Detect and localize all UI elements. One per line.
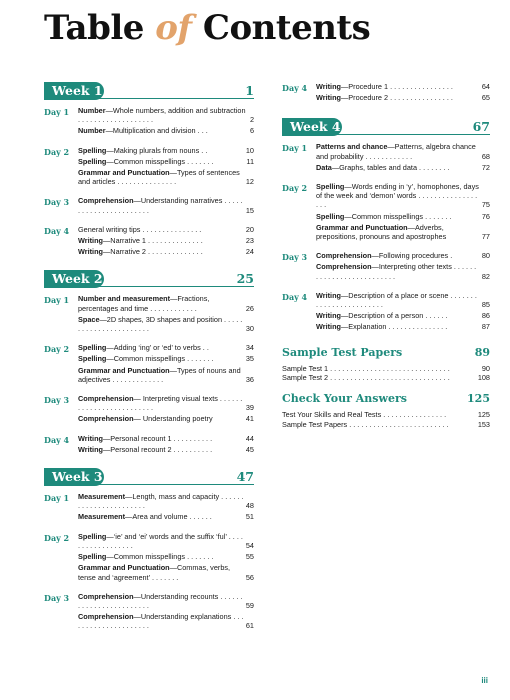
week-section	[282, 118, 490, 333]
entry-text	[316, 93, 480, 102]
day-block	[44, 196, 254, 216]
section-page-number: 89	[474, 345, 490, 359]
entry-topic: Spelling	[78, 531, 107, 541]
entry-text	[316, 212, 480, 221]
entry-text	[78, 354, 244, 363]
entry-description: —‘ie’ and ‘ei’ words and the suffix ‘ful’ . . . . . . . . . . . . . . . . . .	[78, 531, 243, 550]
day-entries	[316, 251, 490, 283]
entry-text	[316, 311, 480, 320]
entry-text	[78, 168, 244, 186]
entry-text: Sample Test Papers . . . . . . . . . . . . . . . . . . . . . . . . .	[282, 419, 449, 429]
entry-topic: Spelling	[316, 211, 345, 221]
entry-topic: Comprehension	[78, 196, 134, 206]
day-entries	[78, 592, 254, 633]
sample-tests-section	[282, 346, 490, 383]
entry-description: —Personal recount 1 . . . . . . . . . .	[103, 433, 213, 443]
entry-page-number: 64	[481, 82, 490, 91]
entry-text	[78, 612, 244, 630]
entry-topic: Number	[78, 106, 106, 115]
entry-description: — Interpreting visual texts . . . . . . . . . . . . . . . . . . . . . . . . .	[78, 394, 243, 413]
entry-text	[78, 343, 244, 352]
page-number: iii	[481, 676, 488, 685]
week-label: Week 2	[44, 270, 104, 288]
toc-entry	[78, 196, 254, 214]
entry-description: —Graphs, tables and data . . . . . . . .	[331, 162, 450, 172]
entry-page-number: 34	[245, 343, 254, 353]
entry-page-number: 90	[481, 363, 490, 373]
entry-page-number: 30	[245, 324, 254, 334]
day-block	[282, 291, 490, 334]
toc-entry	[78, 315, 254, 333]
entry-topic: Data	[316, 162, 332, 172]
toc-entry	[78, 168, 254, 186]
entry-description: —Types of sentences and articles . . . . . . . . . . . . . . .	[78, 168, 240, 187]
entry-page-number: 48	[245, 501, 254, 511]
entry-page-number: 2	[249, 115, 254, 125]
entry-text	[78, 196, 244, 214]
entry-description: —Common misspellings . . . . . . .	[106, 552, 214, 562]
entry-page-number: 24	[245, 247, 254, 257]
entry-description: —Commas, verbs, tense and ‘agreement’ . . . . . . .	[78, 563, 231, 582]
entry-text	[316, 142, 480, 160]
day-label: Day 1	[44, 295, 70, 306]
entry-text	[316, 163, 480, 172]
entry-topic: Spelling	[78, 354, 107, 364]
entry-text	[78, 552, 244, 561]
day-label: Day 4	[44, 434, 70, 445]
day-block	[44, 343, 254, 386]
entry-description: General writing tips . . . . . . . . . . . . . . .	[78, 224, 202, 234]
entry-topic: Writing	[78, 247, 103, 257]
toc-entry	[282, 364, 490, 373]
week-rule	[98, 286, 254, 287]
entry-text	[78, 532, 244, 550]
entry-page-number: 36	[245, 374, 254, 384]
entry-page-number: 35	[245, 354, 254, 364]
entry-text	[316, 251, 480, 260]
day-entries	[78, 532, 254, 584]
section-title: Check Your Answers	[282, 392, 407, 406]
page-title: Table of Contents	[44, 8, 371, 48]
entry-topic: Grammar and Punctuation	[316, 222, 408, 232]
entry-topic: Spelling	[78, 552, 107, 562]
toc-entry	[78, 492, 254, 510]
toc-entry	[316, 262, 490, 280]
toc-entry	[78, 343, 254, 352]
toc-entry	[316, 251, 490, 260]
entry-page-number: 6	[249, 126, 254, 136]
entry-topic: Measurement	[78, 512, 126, 522]
entry-page-number: 75	[481, 200, 490, 210]
toc-entry	[78, 612, 254, 630]
week-header	[282, 118, 490, 136]
day-entries	[78, 394, 254, 426]
entry-page-number: 26	[245, 303, 254, 313]
day-entries	[78, 146, 254, 189]
day-entries	[78, 225, 254, 259]
day-block	[44, 146, 254, 189]
toc-entry	[316, 212, 490, 221]
toc-entry	[78, 445, 254, 454]
entry-description: —Narrative 1 . . . . . . . . . . . . . .	[103, 236, 203, 246]
left-column	[44, 82, 254, 645]
toc-entry	[78, 592, 254, 610]
day-entries	[316, 142, 490, 174]
entry-text	[78, 126, 248, 135]
entry-page-number: 55	[245, 552, 254, 562]
entry-topic: Comprehension	[78, 591, 134, 601]
day-entries	[316, 182, 490, 243]
toc-entry	[316, 142, 490, 160]
entry-text	[78, 592, 244, 610]
toc-entry	[78, 434, 254, 443]
entry-topic: Grammar and Punctuation	[78, 563, 170, 573]
day-entries	[78, 196, 254, 216]
toc-entry	[78, 236, 254, 245]
toc-entry	[282, 410, 490, 419]
toc-entry	[78, 157, 254, 166]
entry-page-number: 153	[477, 419, 490, 429]
week-rule	[98, 484, 254, 485]
entry-page-number: 125	[477, 410, 490, 420]
day-block	[44, 106, 254, 138]
entry-page-number: 45	[245, 444, 254, 454]
entry-page-number: 76	[481, 211, 490, 221]
entry-description: —Adverbs, prepositions, pronouns and apostrophes	[316, 222, 447, 242]
day-entries	[78, 492, 254, 524]
toc-entry	[78, 294, 254, 312]
entry-topic: Spelling	[78, 156, 107, 166]
entry-text	[316, 82, 480, 91]
entry-page-number: 80	[481, 251, 490, 261]
week-label: Week 3	[44, 468, 104, 486]
entry-topic: Grammar and Punctuation	[78, 168, 170, 178]
day-entries	[78, 343, 254, 386]
toc-entry	[78, 126, 254, 135]
entry-text	[78, 146, 244, 155]
day-block	[44, 294, 254, 335]
entry-text	[78, 366, 244, 384]
toc-entry	[78, 552, 254, 561]
entry-description: —Narrative 2 . . . . . . . . . . . . . .	[103, 247, 203, 257]
entry-text	[78, 512, 244, 521]
entry-description: —Explanation . . . . . . . . . . . . . . .	[341, 322, 448, 332]
week-rule	[336, 134, 490, 135]
entry-topic: Comprehension	[316, 251, 372, 261]
entry-topic: Grammar and Punctuation	[78, 365, 170, 375]
day-block	[44, 492, 254, 524]
toc-entry	[282, 373, 490, 382]
entry-page-number: 41	[245, 414, 254, 424]
week-page-number: 47	[236, 469, 254, 485]
week-section	[44, 82, 254, 258]
toc-entry	[316, 82, 490, 91]
entry-topic: Writing	[316, 290, 341, 300]
entry-topic: Writing	[316, 82, 341, 91]
entry-text	[316, 223, 480, 241]
entry-page-number: 87	[481, 322, 490, 332]
toc-entry	[316, 291, 490, 309]
week-section	[44, 468, 254, 632]
entry-topic: Writing	[78, 433, 103, 443]
entry-topic: Writing	[316, 311, 341, 321]
toc-entry	[78, 563, 254, 581]
day-label: Day 1	[282, 143, 308, 154]
day-label: Day 2	[282, 183, 308, 194]
entry-text	[78, 294, 244, 312]
day-block	[44, 592, 254, 633]
entry-description: —Personal recount 2 . . . . . . . . . .	[103, 444, 213, 454]
entry-description: —Adding ‘ing’ or ‘ed’ to verbs . .	[106, 343, 209, 353]
toc-entry	[78, 225, 254, 234]
day-entries	[78, 434, 254, 456]
entry-text	[78, 106, 248, 124]
entry-text	[78, 445, 244, 454]
week-label: Week 4	[282, 118, 342, 136]
entry-topic: Spelling	[78, 145, 107, 155]
day-label: Day 4	[282, 291, 308, 302]
week-page-number: 1	[245, 83, 254, 98]
entry-topic: Spelling	[78, 343, 107, 353]
entry-topic: Number and measurement	[78, 294, 171, 304]
section-title: Sample Test Papers	[282, 345, 403, 359]
toc-entry	[316, 322, 490, 331]
day-label: Day 3	[44, 197, 70, 208]
entry-description: —Multiplication and division . . .	[105, 126, 208, 136]
day-block	[282, 182, 490, 243]
entry-description: —Area and volume . . . . . .	[125, 512, 212, 522]
entry-page-number: 15	[245, 205, 254, 215]
section-header	[282, 346, 490, 360]
entry-page-number: 10	[245, 145, 254, 155]
day-label: Day 4	[44, 225, 70, 236]
entry-topic: Writing	[316, 93, 341, 103]
day-block	[44, 225, 254, 259]
entry-page-number: 61	[245, 621, 254, 631]
entry-topic: Comprehension	[78, 612, 134, 622]
toc-entry	[316, 223, 490, 241]
day-block	[44, 434, 254, 456]
day-entries	[78, 106, 254, 138]
entry-description: —2D shapes, 3D shapes and position . . . . . . . . . . . . . . . . . . . . . . .	[78, 314, 243, 334]
entry-text: Sample Test 1 . . . . . . . . . . . . . . . . . . . . . . . . . . . . . .	[282, 363, 450, 373]
entry-topic: Number	[78, 126, 106, 136]
entry-topic: Comprehension	[78, 394, 134, 404]
entry-page-number: 20	[245, 224, 254, 234]
entry-description: —Words ending in ‘y’, homophones, days of the week and ‘demon’ words . . . . . . . . . . . . . . . . . .	[316, 182, 479, 210]
entry-text	[78, 414, 244, 423]
entry-text	[78, 315, 244, 333]
toc-entry	[316, 93, 490, 102]
entry-topic: Spelling	[316, 182, 345, 192]
toc-entry	[78, 512, 254, 521]
entry-text: Test Your Skills and Real Tests . . . . . . . . . . . . . . . .	[282, 410, 447, 420]
entry-page-number: 77	[481, 232, 490, 242]
week-header	[44, 270, 254, 288]
entry-topic: Comprehension	[316, 262, 372, 272]
entry-text	[78, 225, 244, 234]
entry-page-number: 65	[481, 93, 490, 103]
entry-text	[78, 394, 244, 412]
section-header	[282, 392, 490, 406]
entry-text	[316, 262, 480, 280]
entry-text: Sample Test 2 . . . . . . . . . . . . . . . . . . . . . . . . . . . . . .	[282, 373, 450, 383]
day-block	[44, 394, 254, 426]
entry-topic: Writing	[78, 236, 103, 246]
entry-page-number: 51	[245, 512, 254, 522]
entry-description: —Understanding narratives . . . . . . . . . . . . . . . . . . . . . . .	[78, 196, 243, 215]
toc-entry	[78, 247, 254, 256]
entry-description: —Understanding explanations . . . . . . . . . . . . . . . . . . . . .	[78, 612, 244, 631]
day-label: Day 2	[44, 146, 70, 157]
day-label: Day 1	[44, 107, 70, 117]
entry-text	[316, 322, 480, 331]
entry-text	[78, 563, 244, 581]
toc-entry	[316, 163, 490, 172]
right-column	[282, 82, 490, 429]
entry-page-number: 12	[245, 177, 254, 187]
entry-description: —Description of a person . . . . . .	[341, 311, 448, 321]
day-block	[282, 251, 490, 283]
entry-topic: Space	[78, 314, 100, 324]
entry-description: —Description of a place or scene . . . . . . . . . . . . . . . . . . . . . . . .	[316, 290, 477, 310]
toc-entry	[78, 354, 254, 363]
week-label: Week 1	[44, 82, 104, 100]
toc-entry	[78, 146, 254, 155]
entry-description: —Length, mass and capacity . . . . . . . . . . . . . . . . . . . . . . .	[78, 492, 244, 511]
day-label: Day 4	[282, 83, 308, 93]
toc-entry	[316, 182, 490, 210]
toc-entry	[316, 311, 490, 320]
week-header	[44, 468, 254, 486]
entry-page-number: 56	[245, 572, 254, 582]
entry-text	[78, 492, 244, 510]
entry-description: —Fractions, percentages and time . . . . . . . . . . . .	[78, 294, 210, 313]
entry-text	[316, 291, 480, 309]
entry-description: —Interpreting other texts . . . . . . . . . . . . . . . . . . . . . . . . . .	[316, 262, 477, 281]
day-block	[44, 532, 254, 584]
entry-description: —Common misspellings . . . . . . .	[106, 156, 214, 166]
answers-section	[282, 392, 490, 429]
week-page-number: 67	[472, 119, 490, 135]
entry-description: —Types of nouns and adjectives . . . . . . . . . . . . .	[78, 365, 241, 384]
day-label: Day 1	[44, 493, 70, 504]
entry-description: —Whole numbers, addition and subtraction . . . . . . . . . . . . . . . . . . .	[78, 106, 246, 125]
entry-page-number: 85	[481, 300, 490, 310]
day-block	[282, 142, 490, 174]
entry-description: —Common misspellings . . . . . . .	[344, 211, 452, 221]
section-page-number: 125	[467, 392, 490, 406]
toc-entry	[78, 106, 254, 124]
entry-description: —Making plurals from nouns . .	[106, 145, 208, 155]
entry-page-number: 23	[245, 236, 254, 246]
day-entries	[78, 294, 254, 335]
day-entries	[316, 82, 490, 104]
entry-page-number: 82	[481, 271, 490, 281]
entry-topic: Measurement	[78, 492, 126, 502]
day-block	[282, 82, 490, 104]
week-page-number: 25	[236, 271, 254, 287]
entry-description: —Following procedures .	[371, 251, 453, 261]
entry-page-number: 11	[246, 156, 254, 166]
entry-page-number: 72	[481, 162, 490, 172]
toc-entry	[78, 414, 254, 423]
entry-description: —Common misspellings . . . . . . .	[106, 354, 214, 364]
entry-description: —Procedure 1 . . . . . . . . . . . . . . . .	[341, 82, 453, 91]
entry-page-number: 59	[245, 600, 254, 610]
toc-entry	[78, 366, 254, 384]
entry-page-number: 54	[245, 540, 254, 550]
entry-description: —Understanding recounts . . . . . . . . . . . . . . . . . . . . . . . .	[78, 591, 243, 610]
day-label: Day 3	[282, 252, 308, 263]
entry-text	[78, 247, 244, 256]
toc-entry	[78, 394, 254, 412]
day-label: Day 3	[44, 592, 70, 603]
entry-text	[78, 157, 244, 166]
entry-description: —Patterns, algebra chance and probability . . . . . . . . . . . .	[316, 142, 476, 161]
week-rule	[98, 98, 254, 99]
entry-description: — Understanding poetry	[133, 414, 213, 424]
entry-topic: Writing	[78, 444, 103, 454]
entry-topic: Comprehension	[78, 414, 134, 424]
entry-topic: Writing	[316, 322, 341, 332]
entry-page-number: 68	[481, 151, 490, 161]
week-section	[44, 270, 254, 456]
entry-text	[78, 434, 244, 443]
entry-description: —Procedure 2 . . . . . . . . . . . . . . . .	[341, 93, 453, 103]
entry-text	[316, 182, 480, 210]
entry-page-number: 44	[245, 433, 254, 443]
entry-page-number: 39	[245, 403, 254, 413]
entry-topic: Patterns and chance	[316, 142, 388, 152]
day-entries	[316, 291, 490, 334]
entry-page-number: 108	[477, 373, 490, 383]
day-label: Day 2	[44, 344, 70, 355]
toc-entry	[282, 420, 490, 429]
day-label: Day 2	[44, 532, 70, 543]
entry-page-number: 86	[481, 311, 490, 321]
day-label: Day 3	[44, 395, 70, 406]
entry-text	[78, 236, 244, 245]
week-header	[44, 82, 254, 100]
toc-entry	[78, 532, 254, 550]
